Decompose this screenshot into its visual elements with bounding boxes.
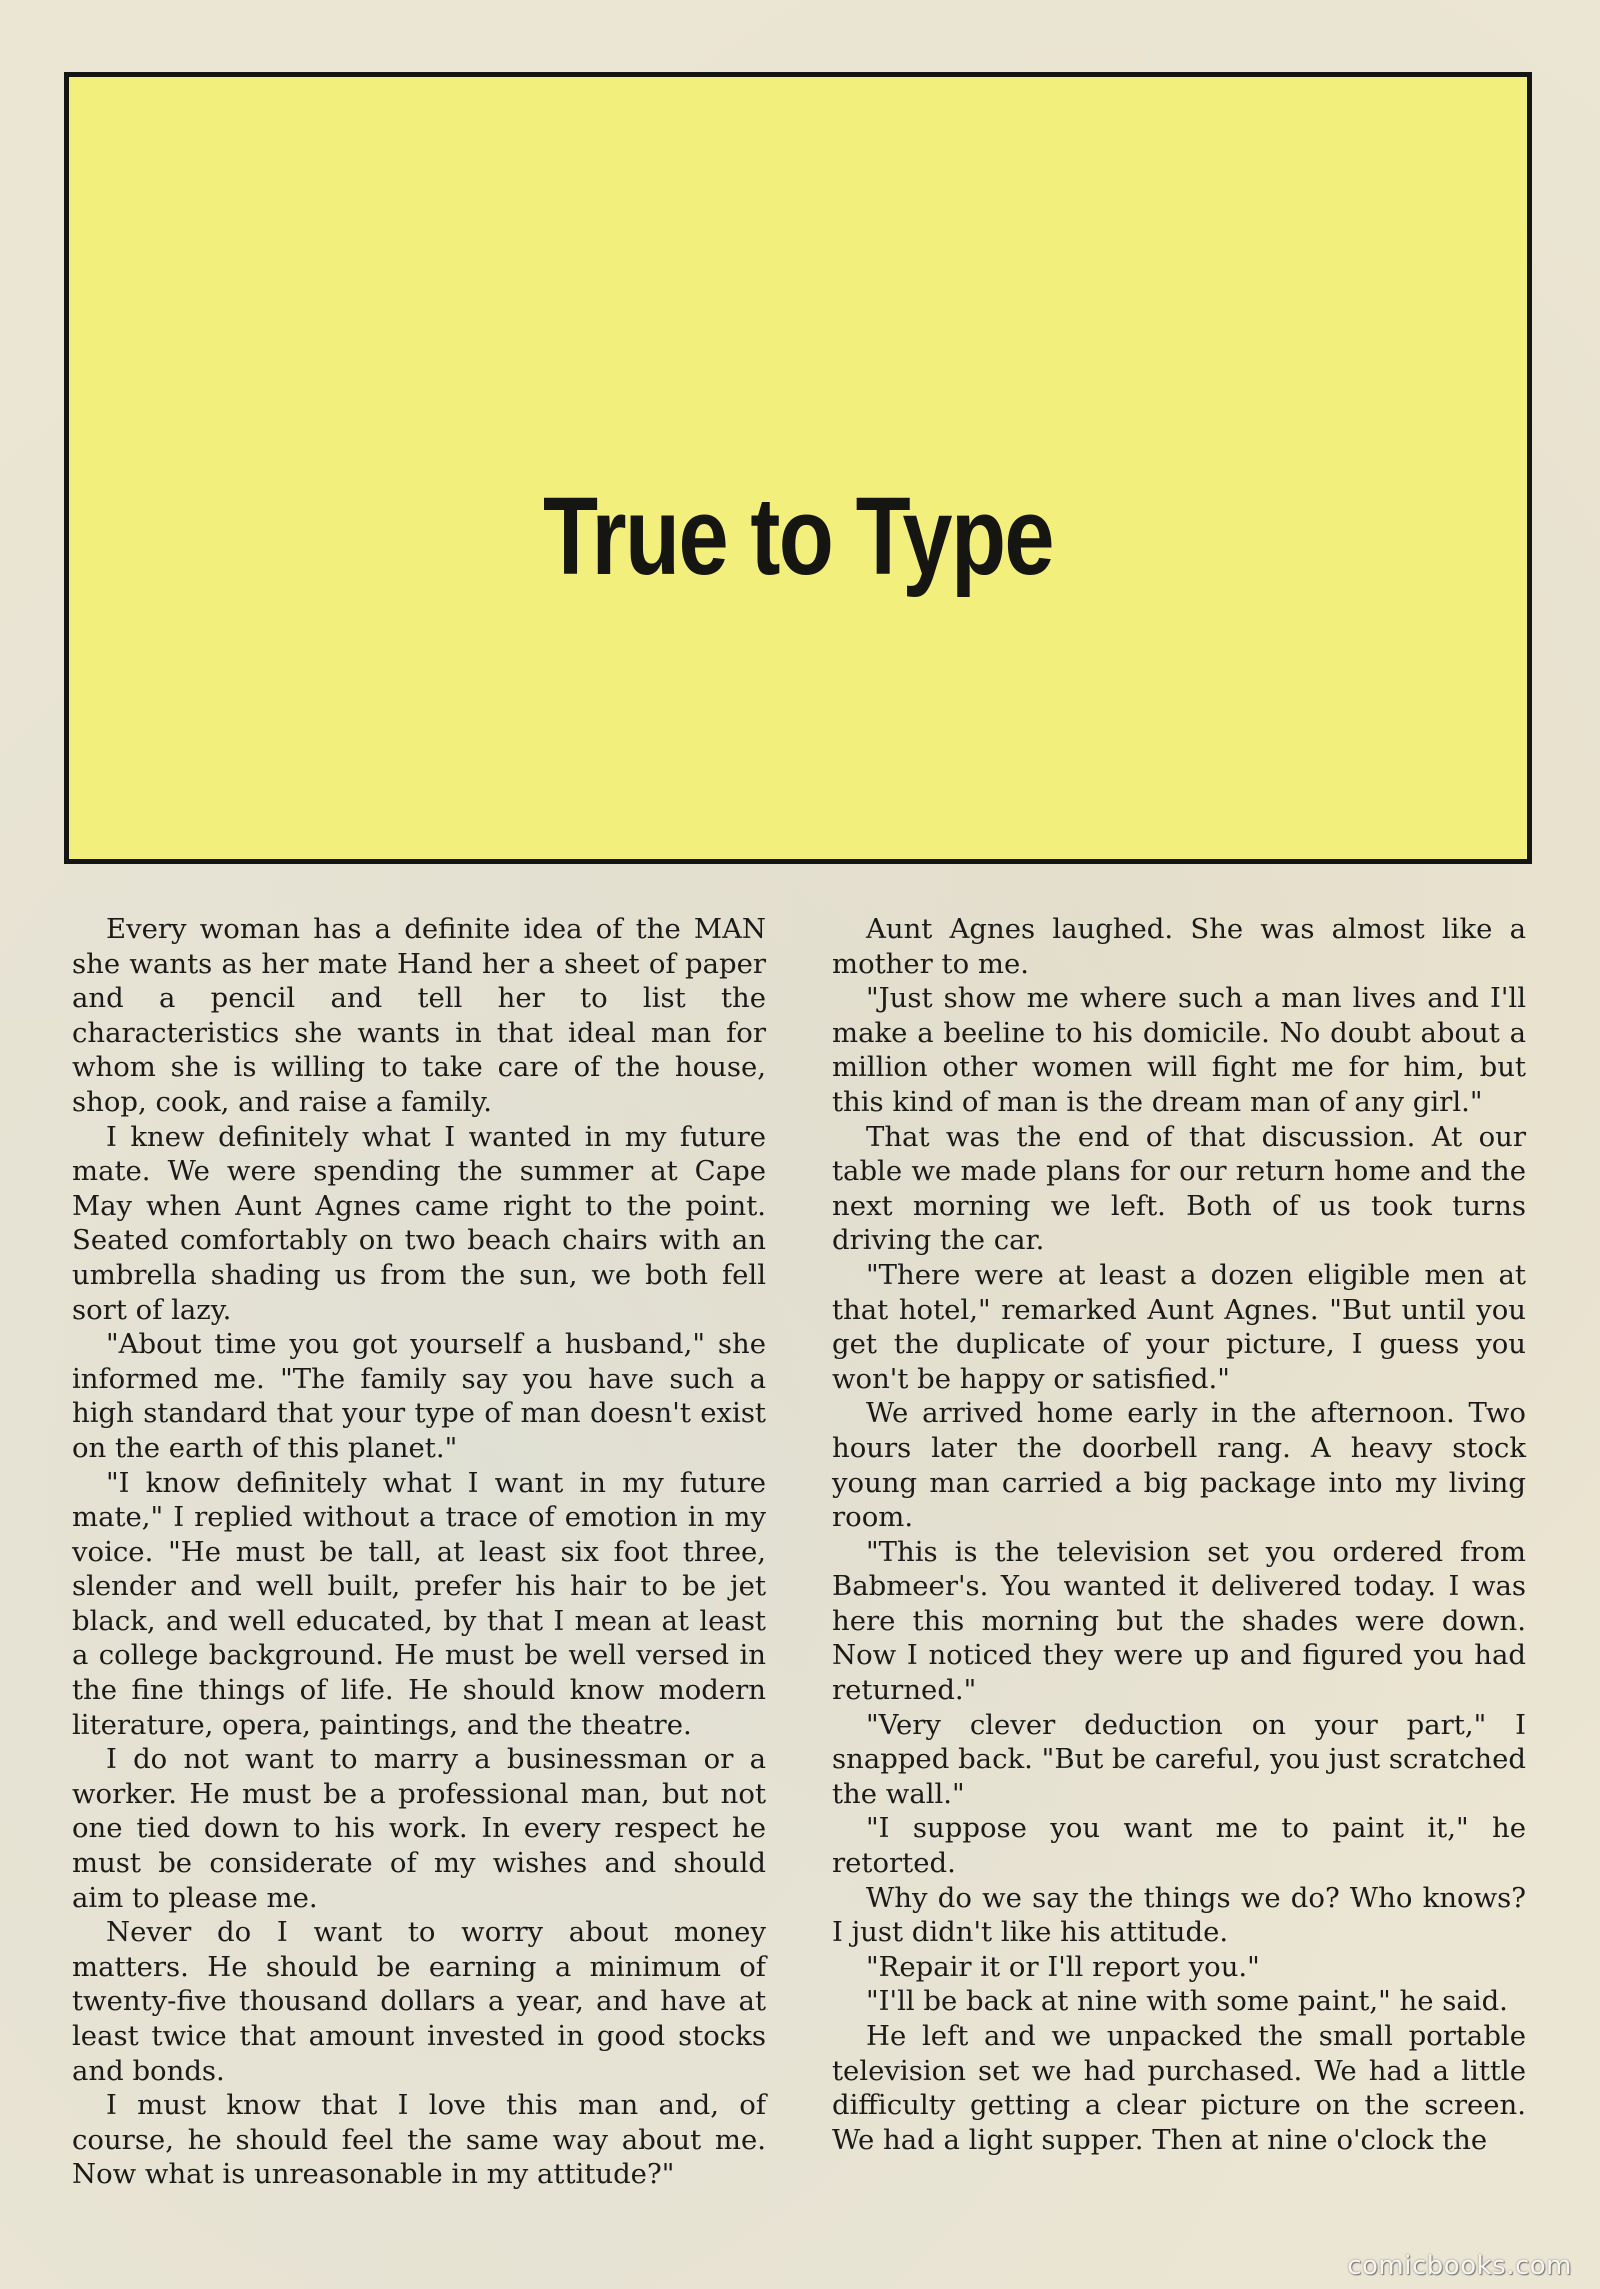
paragraph: "I suppose you want me to paint it," he retorted. — [832, 1812, 1526, 1880]
paragraph: Never do I want to worry about money matters. He should be earning a minimum of twenty-five thousand dollars a year, and have at least twice that amount invested in good stocks and bonds. — [72, 1916, 766, 2087]
paragraph: That was the end of that discussion. At our table we made plans for our return home and the next morning we left. Both of us took turns driving the car. — [832, 1120, 1526, 1257]
title-panel — [64, 72, 1532, 864]
paragraph: "About time you got yourself a husband," she informed me. "The family say you have such a high standard that your type of man doesn't exist on the earth of this planet." — [72, 1328, 766, 1464]
paragraph: "I'll be back at nine with some paint," he said. — [866, 1985, 1508, 2018]
story-title: True to Type — [543, 475, 1053, 598]
paragraph: "I know definitely what I want in my future mate," I replied without a trace of emotion in my voice. "He must be tall, at least six foot three, slender and well built, prefer his hair to be jet black, and well educated, by that I mean at least a college background. He must be well versed in the fine things of life. He should know modern literature, opera, paintings, and the theatre. — [72, 1466, 766, 1741]
paragraph: "There were at least a dozen eligible men at that hotel," remarked Aunt Agnes. "But until you get the duplicate of your picture, I guess you won't be happy or satisfied." — [832, 1258, 1526, 1395]
paragraph: "This is the television set you ordered from Babmeer's. You wanted it delivered today. I was here this morning but the shades were down. Now I noticed they were up and figured you had returned." — [832, 1535, 1526, 1707]
text-column-right — [832, 912, 1526, 2157]
paragraph: We arrived home early in the afternoon. Two hours later the doorbell rang. A heavy stock young man carried a big package into my living room. — [832, 1397, 1526, 1534]
site-watermark: comicbooks.com — [1347, 2251, 1572, 2281]
paragraph: Every woman has a definite idea of the MAN she wants as her mate Hand her a sheet of paper and a pencil and tell her to list the characteristics she wants in that ideal man for whom she is willing to take care of the house, shop, cook, and raise a family. — [72, 913, 766, 1118]
paragraph: "Very clever deduction on your part," I snapped back. "But be careful, you just scratched the wall." — [832, 1708, 1526, 1810]
paragraph: He left and we unpacked the small portable television set we had purchased. We had a little difficulty getting a clear picture on the screen. We had a light supper. Then at nine o'clock the — [832, 2020, 1526, 2156]
paragraph: "Repair it or I'll report you." — [866, 1950, 1260, 1983]
paragraph: "Just show me where such a man lives and I'll make a beeline to his domicile. No doubt about a million other women will fight me for him, but this kind of man is the dream man of any girl." — [832, 982, 1526, 1118]
text-column-left — [72, 912, 766, 2192]
paragraph: I knew definitely what I wanted in my future mate. We were spending the summer at Cape May when Aunt Agnes came right to the point. Seated comfortably on two beach chairs with an umbrella shading us from the sun, we both fell sort of lazy. — [72, 1120, 766, 1326]
paragraph: Aunt Agnes laughed. She was almost like a mother to me. — [832, 913, 1526, 980]
paragraph: I must know that I love this man and, of course, he should feel the same way about me. Now what is unreasonable in my attitude?" — [72, 2089, 766, 2191]
paragraph: I do not want to marry a businessman or a worker. He must be a professional man, but not one tied down to his work. In every respect he must be considerate of my wishes and should aim to please me. — [72, 1743, 766, 1914]
paragraph: Why do we say the things we do? Who knows? I just didn't like his attitude. — [832, 1881, 1526, 1949]
